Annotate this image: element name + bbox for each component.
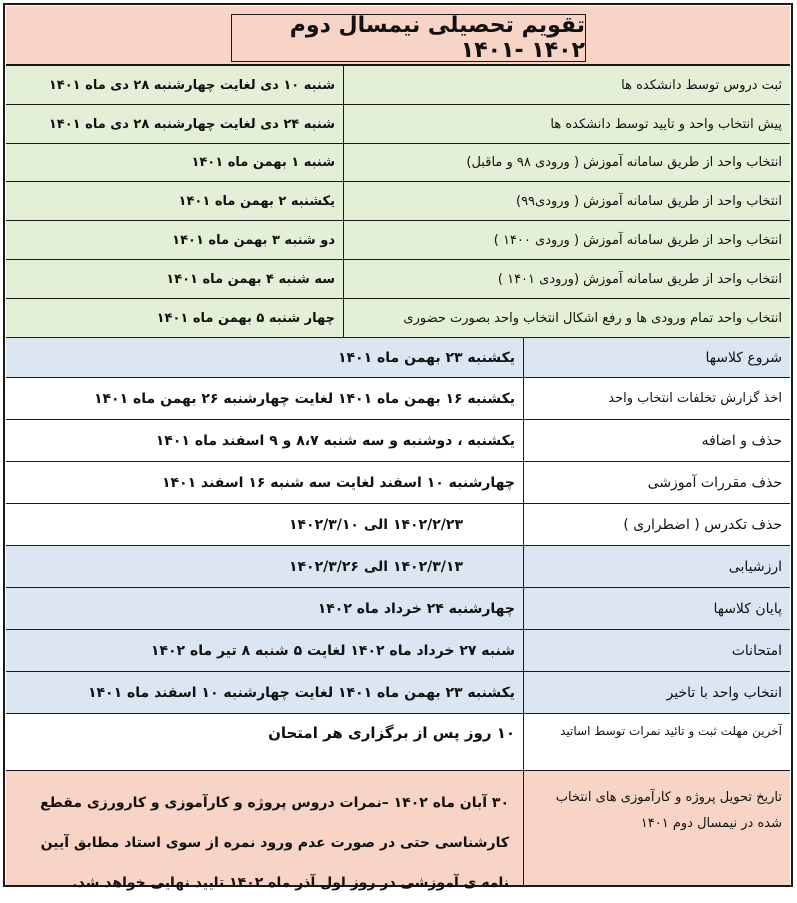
activity-cell: انتخاب واحد با تاخیر bbox=[523, 672, 790, 713]
semester-row bbox=[6, 338, 790, 378]
registration-row bbox=[6, 221, 790, 260]
activity-cell: ثبت دروس توسط دانشکده ها bbox=[343, 66, 790, 104]
activity-cell: حذف مقررات آموزشی bbox=[523, 462, 790, 503]
semester-row bbox=[6, 630, 790, 672]
date-cell: ۱۴۰۲/۳/۱۳ الی ۱۴۰۲/۳/۲۶ bbox=[6, 546, 523, 587]
semester-row bbox=[6, 672, 790, 714]
date-cell: شنبه ۲۴ دی لغایت چهارشنبه ۲۸ دی ماه ۱۴۰۱ bbox=[6, 105, 343, 143]
semester-row bbox=[6, 420, 790, 462]
date-cell: یکشنبه ۲۳ بهمن ماه ۱۴۰۱ لغایت چهارشنبه ۱۰ اسفند ماه ۱۴۰۱ bbox=[6, 672, 523, 713]
activity-cell: تاریخ تحویل پروژه و کارآموزی های انتخاب شده در نیمسال دوم ۱۴۰۱ bbox=[523, 771, 790, 885]
date-cell: دو شنبه ۳ بهمن ماه ۱۴۰۱ bbox=[6, 221, 343, 259]
calendar-title: تقویم تحصیلی نیمسال دوم ۱۴۰۲ -۱۴۰۱ bbox=[231, 14, 586, 62]
semester-row bbox=[6, 588, 790, 630]
registration-row bbox=[6, 260, 790, 299]
date-cell: شنبه ۲۷ خرداد ماه ۱۴۰۲ لغایت ۵ شنبه ۸ تیر ماه ۱۴۰۲ bbox=[6, 630, 523, 671]
activity-cell: پیش انتخاب واحد و تایید توسط دانشکده ها bbox=[343, 105, 790, 143]
activity-cell: انتخاب واحد از طریق سامانه آموزش ( ورودی۹۹) bbox=[343, 182, 790, 220]
semester-row bbox=[6, 546, 790, 588]
title-row bbox=[6, 6, 790, 66]
date-cell: سه شنبه ۴ بهمن ماه ۱۴۰۱ bbox=[6, 260, 343, 298]
registration-row bbox=[6, 144, 790, 182]
activity-cell: پایان کلاسها bbox=[523, 588, 790, 629]
date-cell: یکشنبه ، دوشنبه و سه شنبه ۸،۷ و ۹ اسفند ماه ۱۴۰۱ bbox=[6, 420, 523, 461]
registration-row bbox=[6, 182, 790, 221]
activity-cell: انتخاب واحد از طریق سامانه آموزش ( ورودی ۱۴۰۰ ) bbox=[343, 221, 790, 259]
registration-row bbox=[6, 299, 790, 338]
date-cell: ۱۰ روز پس از برگزاری هر امتحان bbox=[6, 714, 523, 770]
project-delivery-row bbox=[6, 771, 790, 891]
semester-row bbox=[6, 504, 790, 546]
activity-cell: اخذ گزارش تخلفات انتخاب واحد bbox=[523, 378, 790, 419]
calendar-grid bbox=[6, 66, 790, 891]
activity-cell: انتخاب واحد تمام ورودی ها و رفع اشکال انتخاب واحد بصورت حضوری bbox=[343, 299, 790, 337]
activity-cell: حذف تکدرس ( اضطراری ) bbox=[523, 504, 790, 545]
semester-row bbox=[6, 462, 790, 504]
activity-cell: ارزشیابی bbox=[523, 546, 790, 587]
activity-cell: امتحانات bbox=[523, 630, 790, 671]
registration-row bbox=[6, 105, 790, 144]
activity-cell: انتخاب واحد از طریق سامانه آموزش ( ورودی ۹۸ و ماقبل) bbox=[343, 144, 790, 181]
activity-cell: حذف و اضافه bbox=[523, 420, 790, 461]
note-cell: ۳۰ آبان ماه ۱۴۰۲ –نمرات دروس پروژه و کارآموزی و کارورزی مقطع کارشناسی حتی در صورت عدم ورود نمره از سوی استاد مطابق آیین نامه ی آموزشی در روز اول آذر ماه ۱۴۰۲ تایید نهایی خواهد شد. bbox=[6, 771, 523, 885]
date-cell: شنبه ۱ بهمن ماه ۱۴۰۱ bbox=[6, 144, 343, 181]
date-cell: یکشنبه ۲۳ بهمن ماه ۱۴۰۱ bbox=[6, 338, 523, 377]
semester-row bbox=[6, 378, 790, 420]
date-cell: ۱۴۰۲/۲/۲۳ الی ۱۴۰۲/۳/۱۰ bbox=[6, 504, 523, 545]
date-cell: شنبه ۱۰ دی لغایت چهارشنبه ۲۸ دی ماه ۱۴۰۱ bbox=[6, 66, 343, 104]
registration-row bbox=[6, 66, 790, 105]
grades-deadline-row bbox=[6, 714, 790, 771]
date-cell: یکشنبه ۲ بهمن ماه ۱۴۰۱ bbox=[6, 182, 343, 220]
activity-cell: شروع کلاسها bbox=[523, 338, 790, 377]
date-cell: چهارشنبه ۲۴ خرداد ماه ۱۴۰۲ bbox=[6, 588, 523, 629]
date-cell: یکشنبه ۱۶ بهمن ماه ۱۴۰۱ لغایت چهارشنبه ۲۶ بهمن ماه ۱۴۰۱ bbox=[6, 378, 523, 419]
activity-cell: انتخاب واحد از طریق سامانه آموزش (ورودی ۱۴۰۱ ) bbox=[343, 260, 790, 298]
date-cell: چهار شنبه ۵ بهمن ماه ۱۴۰۱ bbox=[6, 299, 343, 337]
date-cell: چهارشنبه ۱۰ اسفند لغایت سه شنبه ۱۶ اسفند ۱۴۰۱ bbox=[6, 462, 523, 503]
activity-cell: آخرین مهلت ثبت و تائید نمرات توسط اساتید bbox=[523, 714, 790, 770]
